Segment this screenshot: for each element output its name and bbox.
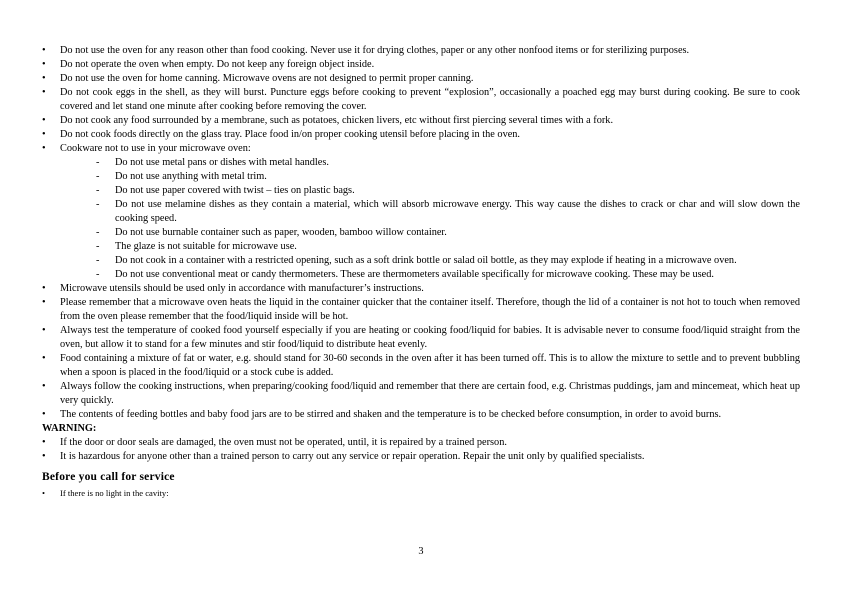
- list-item: • If there is no light in the cavity:: [42, 488, 169, 498]
- list-item: • Do not cook eggs in the shell, as they will burst. Puncture eggs before cooking to prevent “explosion”, occasionally a poached egg may burst during cooking. Be sure to cook covered and let stand one minute after cooking before removing the cover.: [42, 87, 800, 112]
- bullet-icon: •: [42, 129, 46, 140]
- cookware-item: [42, 142, 800, 282]
- dash-icon: -: [96, 269, 100, 280]
- bullet-icon: •: [42, 73, 46, 84]
- list-item: • Do not operate the oven when empty. Do not keep any foreign object inside.: [42, 59, 375, 70]
- warning-heading: WARNING:: [42, 423, 97, 434]
- bullet-icon: •: [42, 409, 46, 420]
- warning-list: [42, 436, 800, 464]
- bullet-icon: •: [42, 87, 46, 98]
- section-title: Before you call for service: [42, 471, 175, 483]
- dash-icon: -: [96, 241, 100, 252]
- page-number: 3: [418, 546, 424, 557]
- list-item: • Please remember that a microwave oven heats the liquid in the container quicker that the container itself. Therefore, though the lid of a container is not hot to touch when removed from the oven please remember that the food/liquid inside will be hot.: [42, 297, 800, 322]
- list-item: - Do not use metal pans or dishes with metal handles.: [96, 157, 329, 168]
- list-item: - Do not use paper covered with twist – ties on plastic bags.: [96, 185, 355, 196]
- list-item: • Do not cook any food surrounded by a membrane, such as potatoes, chicken livers, etc without first piercing several times with a fork.: [42, 115, 614, 126]
- bullet-icon: •: [42, 451, 46, 462]
- list-item: • The contents of feeding bottles and baby food jars are to be stirred and shaken and the temperature is to be checked before consumption, in order to avoid burns.: [42, 409, 722, 420]
- dash-icon: -: [96, 157, 100, 168]
- dash-icon: -: [96, 227, 100, 238]
- dash-icon: -: [96, 255, 100, 266]
- bullet-icon: •: [42, 143, 46, 154]
- list-item: - The glaze is not suitable for microwave use.: [96, 241, 297, 252]
- list-item: • Do not cook foods directly on the glass tray. Place food in/on proper cooking utensil before placing in the oven.: [42, 129, 521, 140]
- bullet-icon: •: [42, 353, 46, 364]
- list-item: - Do not use melamine dishes as they contain a material, which will absorb microwave energy. This way cause the dishes to crack or char and will slow down the cooking speed.: [96, 199, 800, 224]
- bullet-icon: •: [42, 59, 46, 70]
- dash-icon: -: [96, 185, 100, 196]
- bullet-icon: •: [42, 297, 46, 308]
- list-item: • Do not use the oven for home canning. Microwave ovens are not designed to permit proper canning.: [42, 73, 474, 84]
- list-item: • It is hazardous for anyone other than a trained person to carry out any service or repair operation. Repair the unit only by qualified specialists.: [42, 451, 645, 462]
- list-item: - Do not use conventional meat or candy thermometers. These are thermometers available specifically for microwave cooking. These may be used.: [96, 269, 714, 280]
- precautions-list: [42, 44, 800, 422]
- bullet-icon: •: [42, 488, 46, 498]
- bullet-icon: •: [42, 45, 46, 56]
- bullet-icon: •: [42, 283, 46, 294]
- list-item: - Do not use burnable container such as paper, wooden, bamboo willow container.: [96, 227, 447, 238]
- bullet-icon: •: [42, 325, 46, 336]
- list-item: • Always test the temperature of cooked food yourself especially if you are heating or cooking food/liquid for babies. It is advisable never to consume food/liquid straight from the oven, but allow it to stand for a few minutes and stir food/liquid to distribute heat evenly.: [42, 325, 800, 350]
- manual-page: [42, 44, 800, 500]
- cookware-list: [60, 156, 800, 282]
- cookware-heading: Cookware not to use in your microwave oven:: [60, 143, 251, 154]
- bullet-icon: •: [42, 115, 46, 126]
- list-item: • Always follow the cooking instructions, when preparing/cooking food/liquid and remember that there are certain food, e.g. Christmas puddings, jam and mincemeat, which heat up very quickly.: [42, 381, 800, 406]
- list-item: - Do not cook in a container with a restricted opening, such as a soft drink bottle or salad oil bottle, as they may explode if heating in a microwave oven.: [96, 255, 737, 266]
- bullet-icon: •: [42, 437, 46, 448]
- dash-icon: -: [96, 199, 100, 210]
- list-item: • If the door or door seals are damaged, the oven must not be operated, until, it is repaired by a trained person.: [42, 437, 507, 448]
- list-item: • Food containing a mixture of fat or water, e.g. should stand for 30-60 seconds in the oven after it has been turned off. This is to allow the mixture to settle and to prevent bubbling when a spoon is placed in the food/liquid or a stock cube is added.: [42, 353, 800, 378]
- dash-icon: -: [96, 171, 100, 182]
- list-item: - Do not use anything with metal trim.: [96, 171, 267, 182]
- list-item: • Do not use the oven for any reason other than food cooking. Never use it for drying clothes, paper or any other nonfood items or for sterilizing purposes.: [42, 45, 690, 56]
- service-list: [42, 486, 800, 500]
- bullet-icon: •: [42, 381, 46, 392]
- list-item: • Microwave utensils should be used only in accordance with manufacturer’s instructions.: [42, 283, 424, 294]
